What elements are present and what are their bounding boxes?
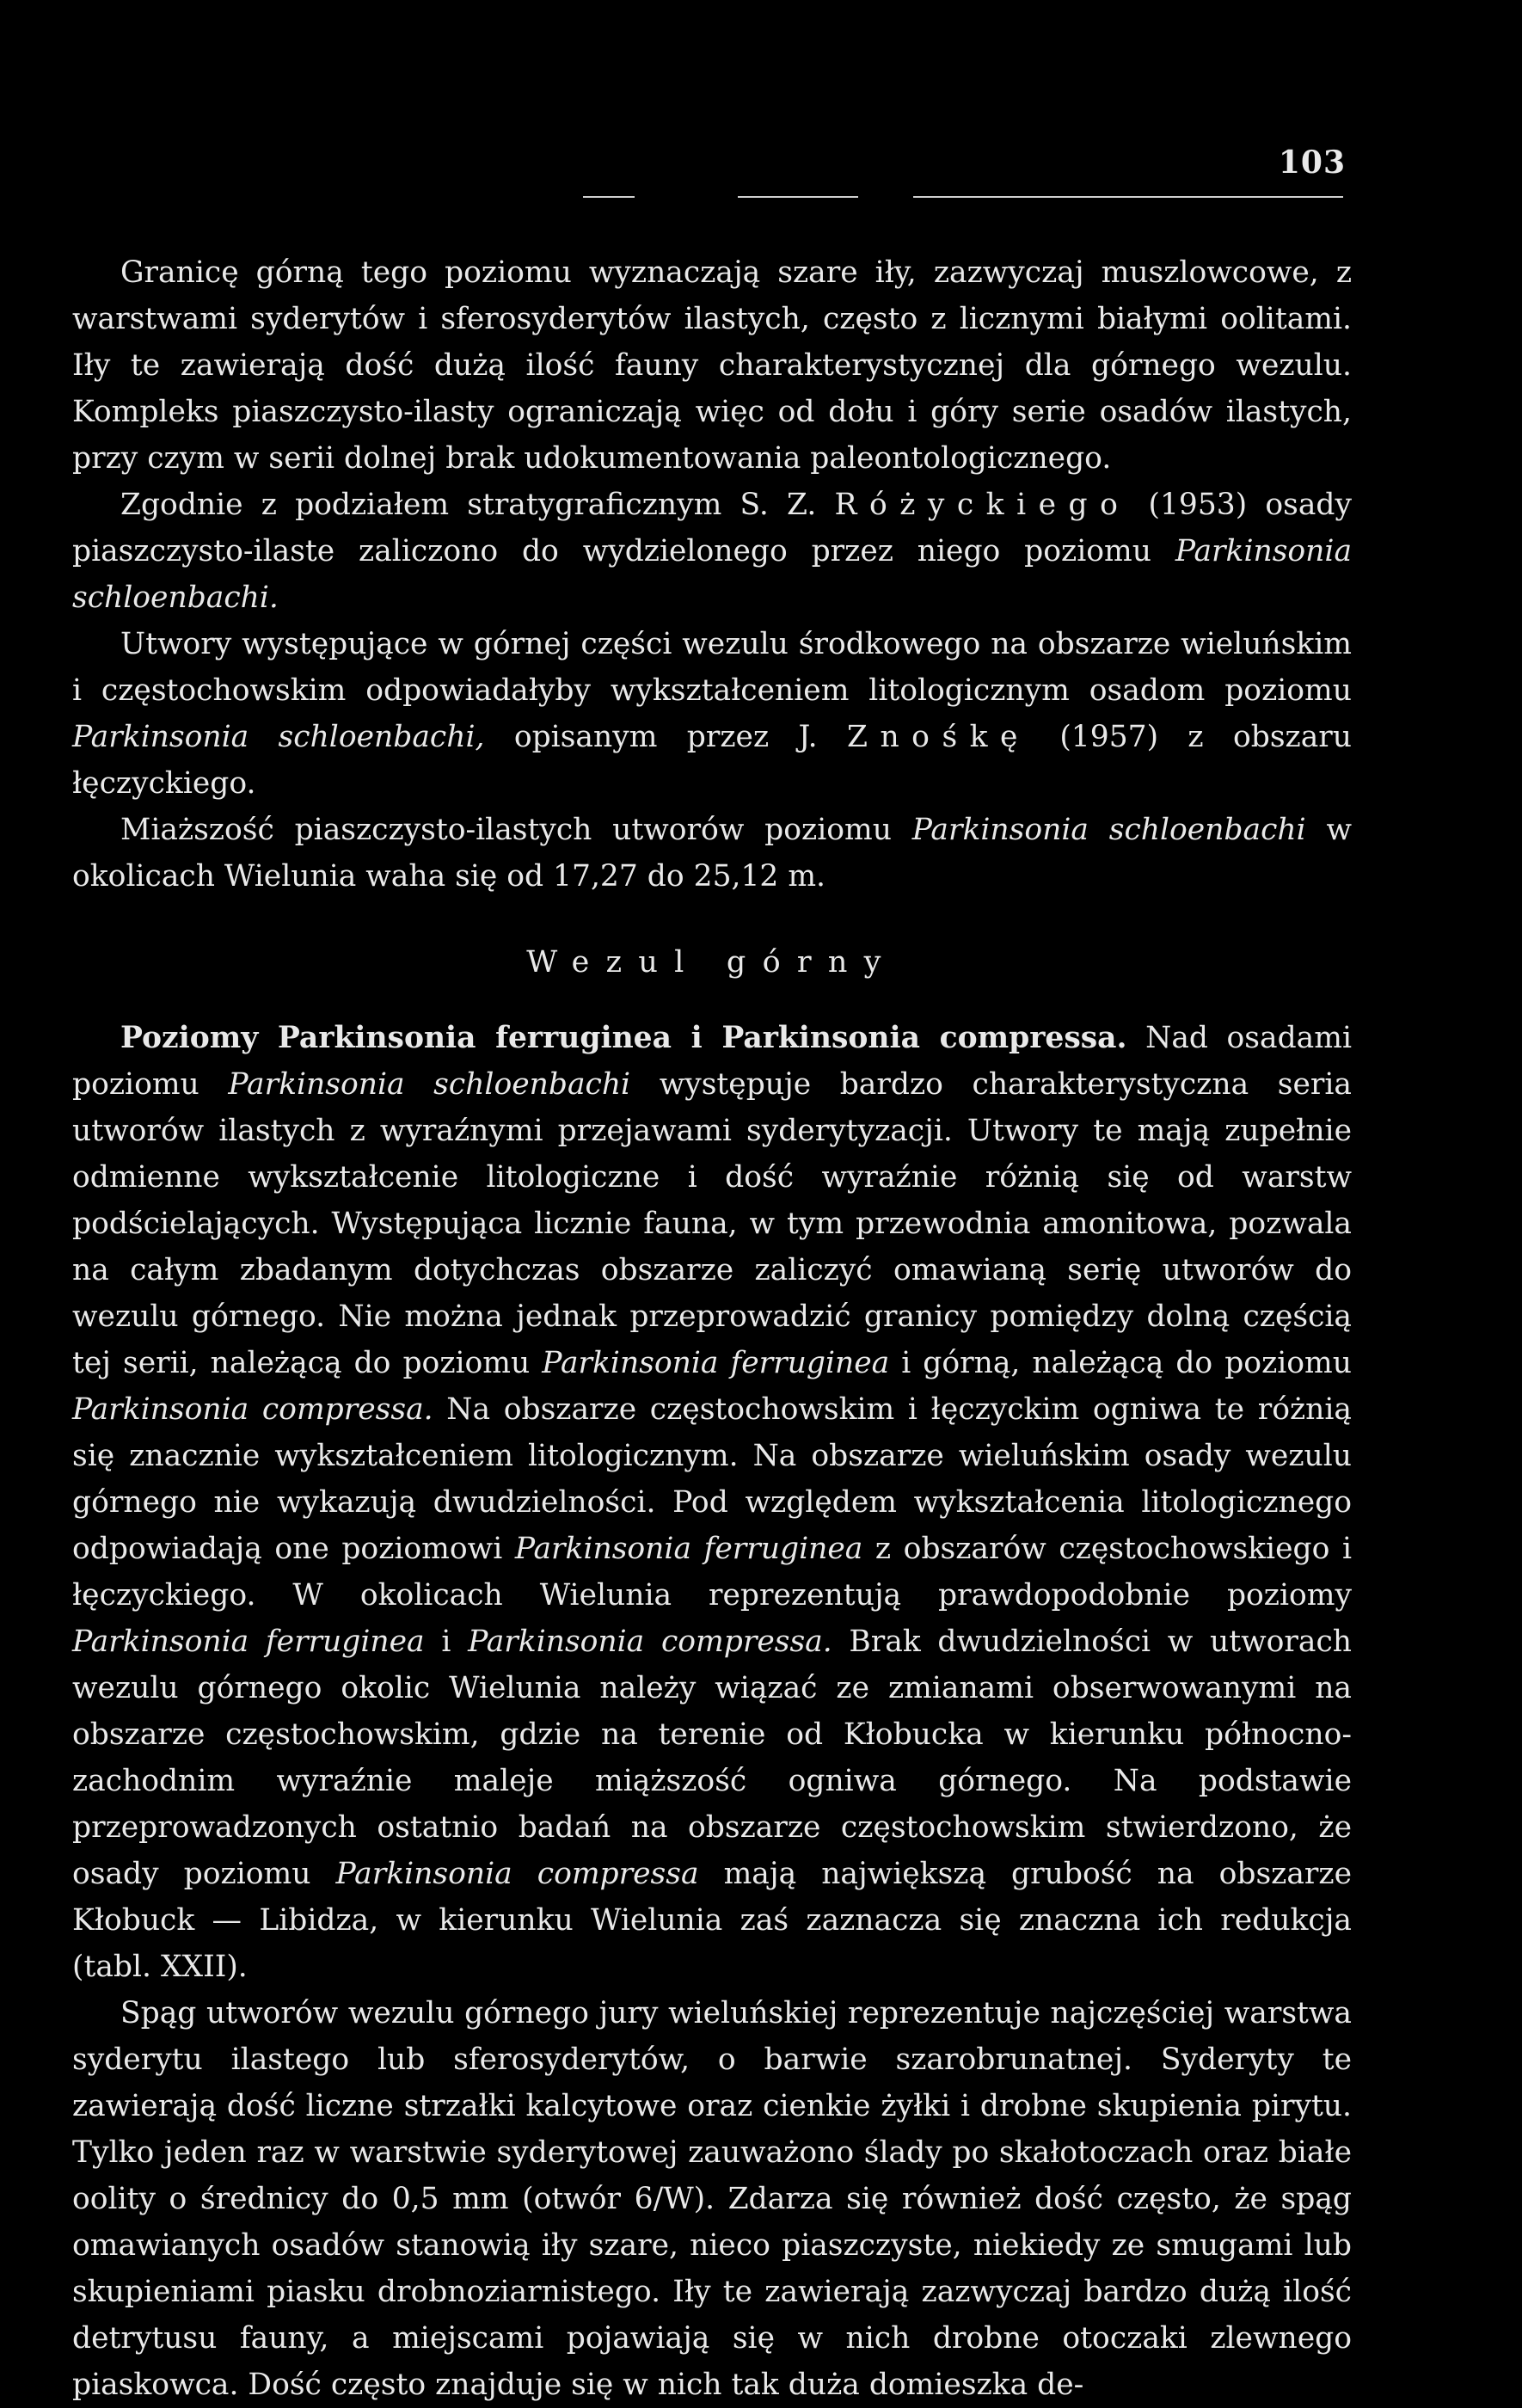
subsection-heading: Poziomy Parkinsonia ferruginea i Parkinsonia compressa.: [120, 1021, 1127, 1055]
rule-segment: [583, 196, 635, 198]
author-name: Różyckiego: [834, 488, 1131, 522]
taxon-name: Parkinsonia schloenbachi.: [72, 534, 1353, 615]
paragraph-text: (1953) osady piaszczysto-ilaste zaliczono do wydzielonego przez niego poziomu: [72, 488, 1352, 568]
taxon-name: Parkinsonia ferruginea: [514, 1532, 863, 1566]
taxon-name: Parkinsonia schloenbachi: [228, 1067, 631, 1102]
paragraph-text: w okolicach Wielunia waha się od 17,27 do 25,12 m.: [72, 813, 1352, 894]
paragraph-text: Zgodnie z podziałem stratygraficznym S. Z.: [120, 488, 817, 522]
page-number: 103: [1278, 144, 1346, 181]
taxon-name: Parkinsonia compressa: [335, 1857, 699, 1891]
paragraph-text: i: [441, 1625, 451, 1659]
paragraph-6: [72, 1990, 1352, 2408]
paragraph-text: Na obszarze częstochowskim i łęczyckim ogniwa te różnią się znacznie wykształceniem litologicznym. Na obszarze wieluńskim osady wezulu górnego nie wykazują dwudzielności. Pod względem wykształcenia litologicznego odpowiadają one poziomowi: [72, 1392, 1352, 1566]
paragraph-text: i górną, należącą do poziomu: [901, 1346, 1352, 1380]
paragraph-5: [72, 1015, 1352, 1990]
paragraph-4: [72, 807, 1352, 900]
taxon-name: Parkinsonia compressa.: [468, 1625, 832, 1659]
paragraph-text: Utwory występujące w górnej części wezulu środkowego na obszarze wieluńskim i częstochowskim odpowiadałyby wykształceniem litologicznym osadom poziomu: [72, 627, 1352, 708]
header-rule: [0, 196, 1522, 200]
taxon-name: Parkinsonia schloenbachi: [911, 813, 1306, 847]
rule-segment: [738, 196, 858, 198]
paragraph-text: (1957) z obszaru łęczyckiego.: [72, 720, 1352, 801]
paragraph-text: Spąg utworów wezulu górnego jury wieluńskiej reprezentuje najczęściej warstwa syderytu ilastego lub sferosyderytów, o barwie szarobrunatnej. Syderyty te zawierają dość liczne strzałki kalcytowe oraz cienkie żyłki i drobne skupienia pirytu. Tylko jeden raz w warstwie syderytowej zauważono ślady po skałotoczach oraz białe oolity o średnicy do 0,5 mm (otwór 6/W). Zdarza się również dość często, że spąg omawianych osadów stanowią iły szare, nieco piaszczyste, niekiedy ze smugami lub skupieniami piasku drobnoziarnistego. Iły te zawierają zazwyczaj bardzo dużą ilość detrytusu fauny, a miejscami pojawiają się w nich drobne otoczaki zlewnego piaskowca. Dość często znajduje się w nich tak duża domieszka de-: [72, 1996, 1352, 2402]
paragraph-text: Granicę górną tego poziomu wyznaczają szare iły, zazwyczaj muszlowcowe, z warstwami syderytów i sferosyderytów ilastych, często z licznymi białymi oolitami. Iły te zawierają dość dużą ilość fauny charakterystycznej dla górnego wezulu. Kompleks piaszczysto-ilasty ograniczają więc od dołu i góry serie osadów ilastych, przy czym w serii dolnej brak udokumentowania paleontologicznego.: [72, 255, 1352, 476]
taxon-name: Parkinsonia compressa.: [72, 1392, 433, 1427]
paragraph-text: z obszarów częstochowskiego i łęczyckiego. W okolicach Wielunia reprezentują prawdopodobnie poziomy: [72, 1532, 1352, 1612]
rule-segment: [913, 196, 1343, 198]
paragraph-text: opisanym przez J.: [513, 720, 818, 754]
paragraph-text: Nad osadami poziomu: [72, 1021, 1352, 1102]
paragraph-text: Miaższość piaszczysto-ilastych utworów poziomu: [120, 813, 892, 847]
author-name: Znośkę: [847, 720, 1030, 754]
taxon-name: Parkinsonia ferruginea: [542, 1346, 890, 1380]
paragraph-text: mają największą grubość na obszarze Kłobuck — Libidza, w kierunku Wielunia zaś zaznacza się znaczna ich redukcja (tabl. XXII).: [72, 1857, 1353, 1984]
section-title: Wezul górny: [526, 945, 898, 980]
paragraph-text: Brak dwudzielności w utworach wezulu górnego okolic Wielunia należy wiązać ze zmianami obserwowanymi na obszarze częstochowskim, gdzie na terenie od Kłobucka w kierunku północno-zachodnim wyraźnie maleje miąższość ogniwa górnego. Na podstawie przeprowadzonych ostatnio badań na obszarze częstochowskim stwierdzono, że osady poziomu: [72, 1625, 1352, 1891]
paragraph-2: [72, 482, 1352, 621]
taxon-name: Parkinsonia schloenbachi,: [72, 720, 485, 754]
body-text: [72, 249, 1352, 2408]
paragraph-text: występuje bardzo charakterystyczna seria utworów ilastych z wyraźnymi przejawami syderytyzacji. Utwory te mają zupełnie odmienne wykształcenie litologiczne i dość wyraźnie różnią się od warstw podścielających. Występująca licznie fauna, w tym przewodnia amonitowa, pozwala na całym zbadanym dotychczas obszarze zaliczyć omawianą serię utworów do wezulu górnego. Nie można jednak przeprowadzić granicy pomiędzy dolną częścią tej serii, należącą do poziomu: [72, 1067, 1353, 1380]
paragraph-3: [72, 621, 1352, 807]
taxon-name: Parkinsonia ferruginea: [72, 1625, 425, 1659]
paragraph-1: [72, 249, 1352, 482]
